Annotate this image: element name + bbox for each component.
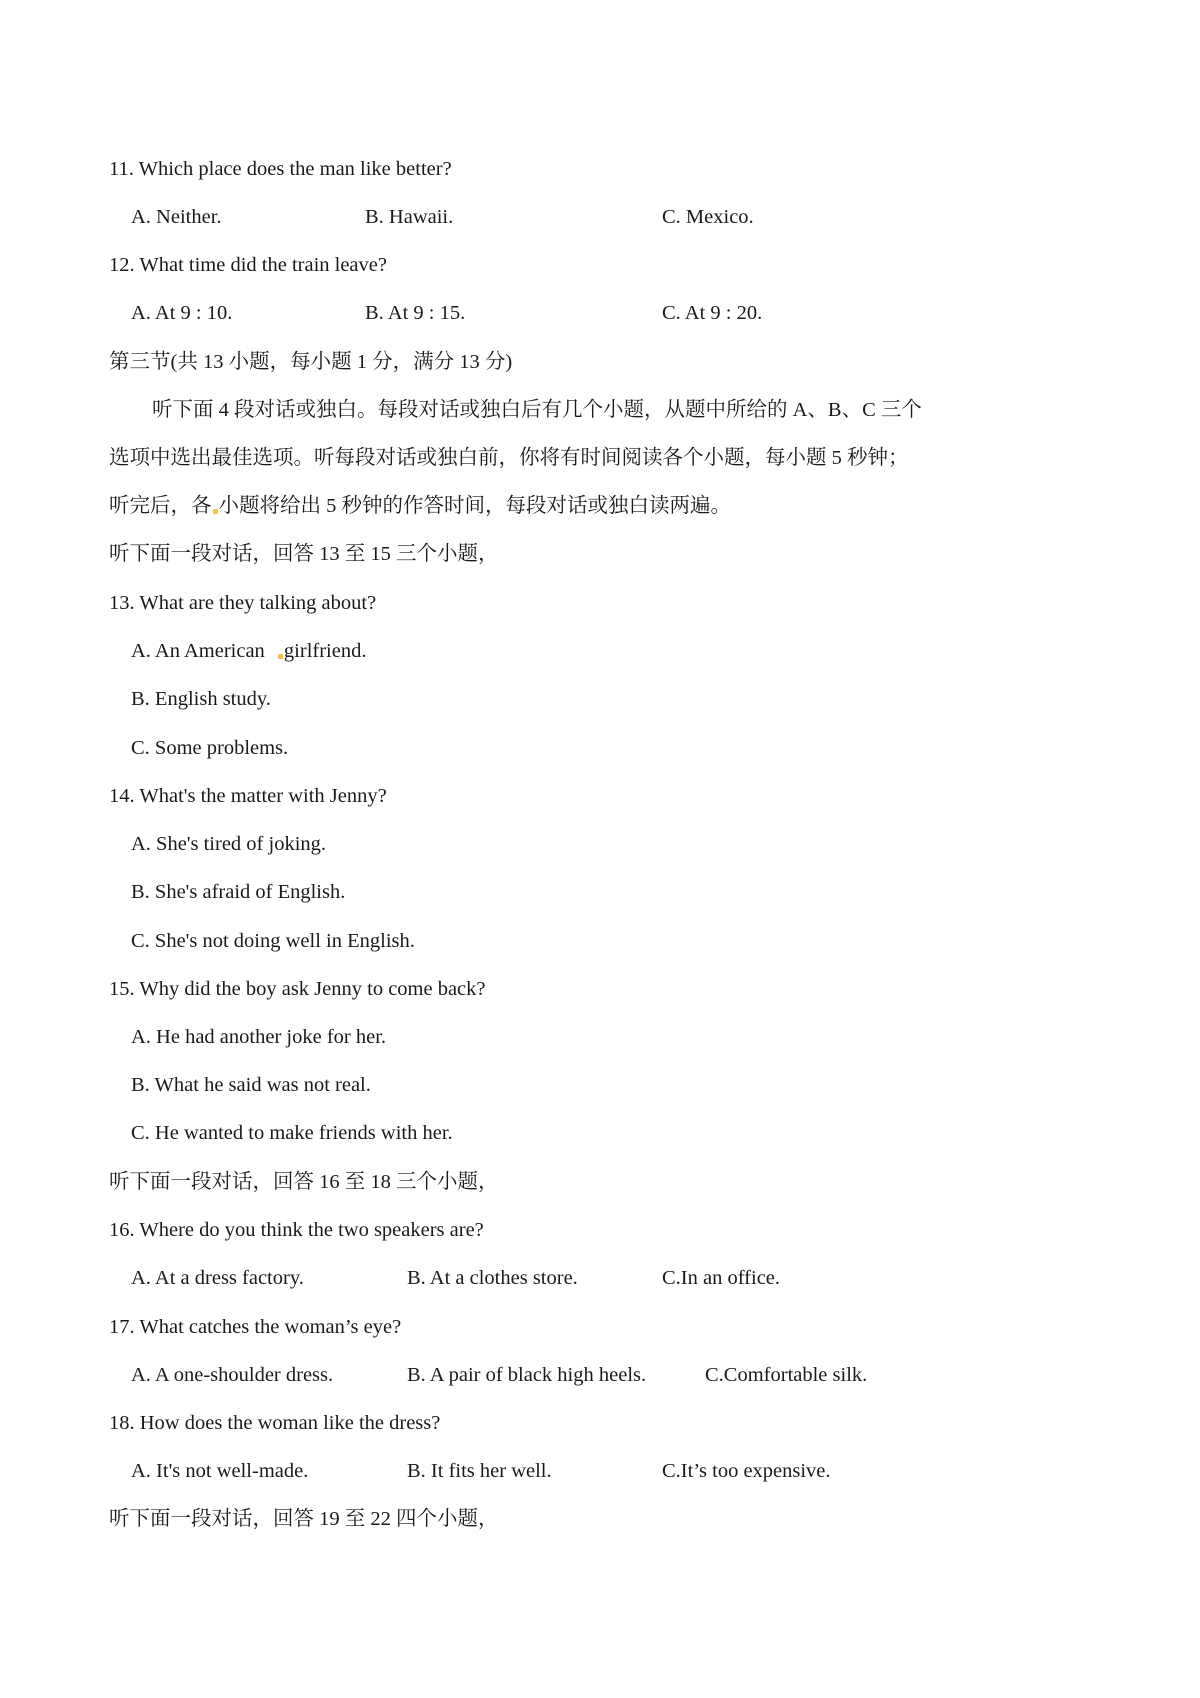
question-12-option-b: B. At 9 : 15.: [365, 302, 466, 324]
highlight-mark: [213, 509, 218, 514]
instructions-line-3-before: 听完后，各: [109, 495, 212, 517]
question-13-option-b: B. English study.: [131, 688, 271, 710]
dialogue-3-intro: 听下面一段对话，回答 19 至 22 四个小题，: [109, 1508, 499, 1530]
instructions-line-3-after: 小题将给出 5 秒钟的作答时间，每段对话或独白读两遍。: [218, 495, 731, 517]
dialogue-1-intro: 听下面一段对话，回答 13 至 15 三个小题，: [109, 543, 499, 565]
instructions-line-2: 选项中选出最佳选项。听每段对话或独白前，你将有时间阅读各个小题，每小题 5 秒钟；: [109, 447, 909, 469]
question-15-option-c: C. He wanted to make friends with her.: [131, 1122, 453, 1144]
question-14-stem: 14. What's the matter with Jenny?: [109, 785, 387, 807]
question-15-option-b: B. What he said was not real.: [131, 1074, 371, 1096]
question-13-option-a-before: A. An American: [131, 640, 270, 662]
question-17-option-c: C.Comfortable silk.: [705, 1364, 868, 1386]
section-heading: 第三节(共 13 小题，每小题 1 分，满分 13 分): [109, 351, 513, 373]
question-16-option-c: C.In an office.: [662, 1267, 781, 1289]
question-14-option-a: A. She's tired of joking.: [131, 833, 327, 855]
question-17-option-b: B. A pair of black high heels.: [407, 1364, 647, 1386]
question-16-option-a: A. At a dress factory.: [131, 1267, 304, 1289]
question-18-stem: 18. How does the woman like the dress?: [109, 1412, 441, 1434]
question-11-option-b: B. Hawaii.: [365, 206, 454, 228]
question-18-option-c: C.It’s too expensive.: [662, 1460, 831, 1482]
question-18-option-b: B. It fits her well.: [407, 1460, 552, 1482]
question-17-option-a: A. A one-shoulder dress.: [131, 1364, 334, 1386]
question-14-option-c: C. She's not doing well in English.: [131, 930, 415, 952]
question-14-option-b: B. She's afraid of English.: [131, 881, 346, 903]
question-11-option-a: A. Neither.: [131, 206, 222, 228]
instructions-line-3: [109, 493, 731, 519]
dialogue-2-intro: 听下面一段对话，回答 16 至 18 三个小题，: [109, 1171, 499, 1193]
question-13-option-a: [131, 638, 366, 664]
question-11-option-c: C. Mexico.: [662, 206, 754, 228]
question-11-stem: 11. Which place does the man like better?: [109, 158, 452, 180]
question-18-option-a: A. It's not well-made.: [131, 1460, 309, 1482]
question-15-stem: 15. Why did the boy ask Jenny to come back?: [109, 978, 486, 1000]
question-15-option-a: A. He had another joke for her.: [131, 1026, 387, 1048]
instructions-line-1: 听下面 4 段对话或独白。每段对话或独白后有几个小题，从题中所给的 A、B、C 三个: [152, 399, 922, 421]
question-17-stem: 17. What catches the woman’s eye?: [109, 1316, 402, 1338]
question-13-option-a-after: girlfriend.: [283, 640, 367, 662]
question-12-stem: 12. What time did the train leave?: [109, 254, 387, 276]
question-12-option-c: C. At 9 : 20.: [662, 302, 763, 324]
question-16-option-b: B. At a clothes store.: [407, 1267, 578, 1289]
question-13-option-c: C. Some problems.: [131, 737, 289, 759]
question-13-stem: 13. What are they talking about?: [109, 592, 377, 614]
question-12-option-a: A. At 9 : 10.: [131, 302, 233, 324]
question-16-stem: 16. Where do you think the two speakers are?: [109, 1219, 484, 1241]
highlight-mark: [278, 654, 283, 659]
